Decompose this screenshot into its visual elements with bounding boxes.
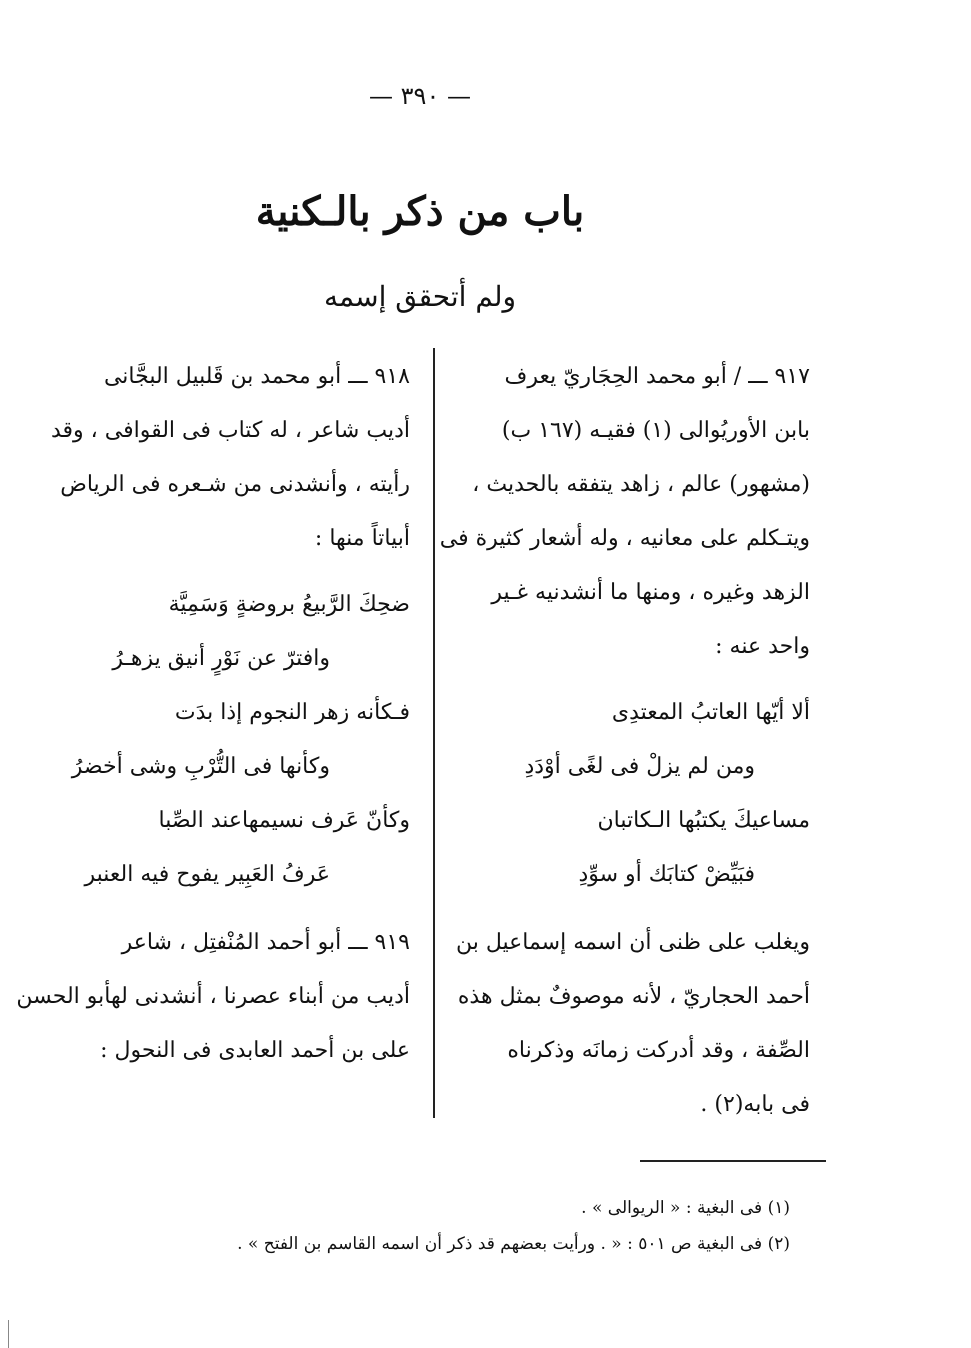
verse-line: ضحِكَ الرَّبيعُ بروضةٍ وَسَمِيَّة: [168, 592, 410, 617]
verse-line: فبَيِّضْ كتابَك أو سوِّدِ: [578, 862, 755, 887]
verse-line: عَرفُ العَبِير يفوح فيه العنبر: [84, 862, 330, 887]
entry-918-poem: [40, 578, 410, 902]
entry-918-line-1: ٩١٨ ـــ أبو محمد بن قَلبيل البجَّانى: [103, 364, 410, 389]
entry-917-poem: [460, 686, 810, 902]
scan-margin-mark: [8, 1320, 9, 1348]
entry-919-line-2: أديب من أبناء عصرنا ، أنشدنى لهأبو الحسن: [16, 984, 410, 1009]
footnote-1: (١) فى البغية : « الريوالى » .: [581, 1198, 790, 1218]
entry-919-line-1: ٩١٩ ـــ أبو أحمد المُنْفتِل ، شاعر: [121, 930, 410, 955]
right-column: [439, 350, 810, 1132]
entry-918: [40, 350, 410, 566]
left-column: [16, 350, 410, 1078]
entry-917-line-2: بابن الأوريُوالى (١) فقيـه (١٦٧ ب): [501, 418, 810, 443]
entry-917-line-3: (مشهور) عالم ، زاهد يتفقه بالحديث ،: [472, 472, 810, 497]
verse-line: وافترّ عن نَوْرٍ أنيق يزهـرُ: [112, 646, 330, 671]
column-divider: [433, 348, 435, 1118]
entry-918-line-3: رأيته ، وأنشدنى من شـعره فى الرياض: [60, 472, 410, 497]
page-number: — ٣٩٠ —: [369, 82, 471, 110]
footnotes: [150, 1190, 790, 1262]
verse-line: مساعيكَ يكتبُها الـكاتبان: [597, 808, 810, 833]
closing-line-2: أحمد الحجاريّ ، لأنه موصوفٌ بمثل هذه: [457, 984, 810, 1009]
entry-917: [439, 350, 810, 674]
footnote-separator: [640, 1160, 826, 1162]
closing-line-4: فى بابه(٢) .: [700, 1092, 810, 1117]
entry-918-line-4: أبياتاً منها :: [314, 526, 410, 551]
verse-line: فـكأنه زهر النجوم إذا بدَت: [174, 700, 410, 725]
entry-919: [16, 916, 410, 1078]
chapter-title: باب من ذكر بالـكنية: [255, 188, 585, 235]
chapter-subtitle: ولم أتحقق إسمه: [323, 280, 517, 313]
entry-918-line-2: أديب شاعر ، له كتاب فى القوافى ، وقد: [50, 418, 410, 443]
verse-line: وكأنها فى التُّرْبِ وشى أخضرُ: [71, 754, 330, 779]
entry-917-line-1: ٩١٧ ـــ / أبو محمد الحِجَاريّ يعرف: [504, 364, 810, 389]
entry-917-closing: [455, 916, 810, 1132]
verse-line: ألا أيّها العاتبُ المعتدِى: [611, 700, 810, 725]
footnote-2: (٢) فى البغية ص ٥٠١ : « . ورأيت بعضهم قد ذكر أن اسمه القاسم بن الفتح » .: [237, 1234, 790, 1254]
verse-line: ومن لم يزلْ فى لغًى أوْدَدِ: [524, 754, 755, 779]
entry-919-line-3: على بن أحمد العابدى فى النحول :: [100, 1038, 410, 1063]
closing-line-3: الصِّفة ، وقد أدركت زمانَه وذكرناه: [507, 1038, 810, 1063]
entry-917-line-4: ويتـكلم على معانيه ، وله أشعار كثيرة فى: [439, 526, 810, 551]
closing-line-1: ويغلب على ظنى أن اسمه إسماعيل بن: [455, 930, 810, 955]
entry-917-line-5: الزهد وغيره ، ومنها ما أنشدنيه غـير: [491, 580, 810, 605]
entry-917-line-6: واحد عنه :: [715, 634, 810, 659]
verse-line: وكأنّ عَرف نسيمهاعند الصِّبا: [158, 808, 410, 833]
